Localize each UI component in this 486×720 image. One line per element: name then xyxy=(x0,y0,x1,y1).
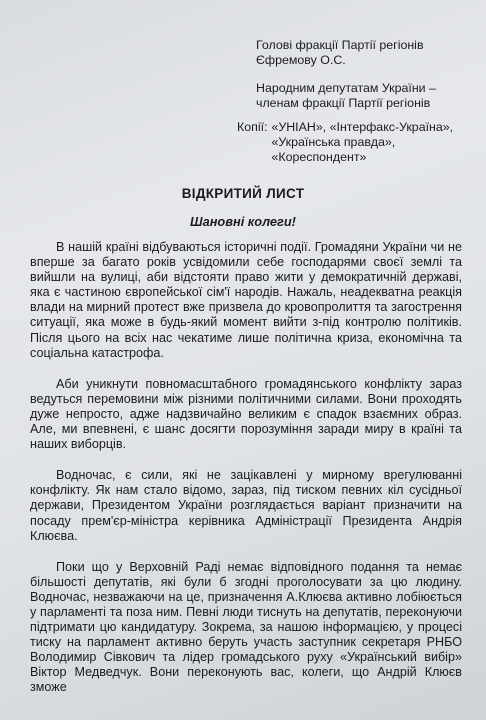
addressee-deputies xyxy=(256,81,481,111)
addressee-line-1: Голові фракції Партії регіонів xyxy=(256,38,424,52)
paragraph-1: В нашій країні відбуваються історичні події. Громадяни України чи не вперше за багато років усвідомили себе господарями своєї землі та вийшли на вулиці, аби відстояти право жити у демократичній державі, яка є частиною європейської сім'ї народів. Нажаль, неадекватна реакція влади на мирний протест вже призвела до кровопролиття та загострення ситуації, яка може в будь-який момент вийти з-під контролю політиків. Після цього на всіх нас чекатиме лише політична криза, економічна та соціальна катастрофа. xyxy=(30,240,462,360)
addressee-line-3: Народним депутатам України – xyxy=(256,81,436,95)
letter-title: ВІДКРИТИЙ ЛИСТ xyxy=(181,186,305,201)
copies-recipients xyxy=(271,120,482,165)
copies-label: Копії: xyxy=(237,120,268,134)
addressee-line-2: Єфремову О.С. xyxy=(256,53,346,67)
addressee-faction-head xyxy=(256,38,481,68)
paragraph-4: Поки що у Верховній Раді немає відповідного подання та немає більшості депутатів, які були б згодні проголосувати за цю людину. Водночас, незважаючи на це, призначення А.Клюєва активно лобіюється у парламенті та поза ним. Певні люди тиснуть на депутатів, переконуючи підтримати цю кандидатуру. Зокрема, за нашою інформацією, у процесі тиску на парламент активно беруть участь заступник секретаря РНБО Володимир Сівкович та лідер громадського руху «Український вибір» Віктор Медведчук. Вони переконують вас, колеги, що Андрій Клюєв зможе xyxy=(30,559,462,695)
copies-line-1: «УНІАН», «Інтерфакс-Україна», xyxy=(271,120,454,134)
copies-block xyxy=(237,120,482,165)
letter-salutation: Шановні колеги! xyxy=(190,214,296,229)
addressee-line-4: членам фракції Партії регіонів xyxy=(256,96,431,110)
paragraph-2: Аби уникнути повномасштабного громадянського конфлікту зараз ведуться перемовини між різними політичними силами. Вони проходять дуже непросто, адже надзвичайно великим є спадок взаємних образ. Але, ми впевнені, є шанс досягти порозуміння заради миру в країні та наших виборців. xyxy=(30,376,462,452)
copies-line-3: «Кореспондент» xyxy=(271,150,367,164)
copies-line-2: «Українська правда», xyxy=(271,135,396,149)
addressee-block xyxy=(256,38,481,124)
letter-body xyxy=(30,240,462,712)
copies-row xyxy=(237,120,482,165)
paragraph-3: Водночас, є сили, які не зацікавлені у мирному врегулюванні конфлікту. Як нам стало відомо, зараз, під тиском певних кіл сусідньої держави, Президентом України розглядається варіант призначити на посаду прем'єр-міністра керівника Адміністрації Президента Андрія Клюєва. xyxy=(30,468,462,543)
